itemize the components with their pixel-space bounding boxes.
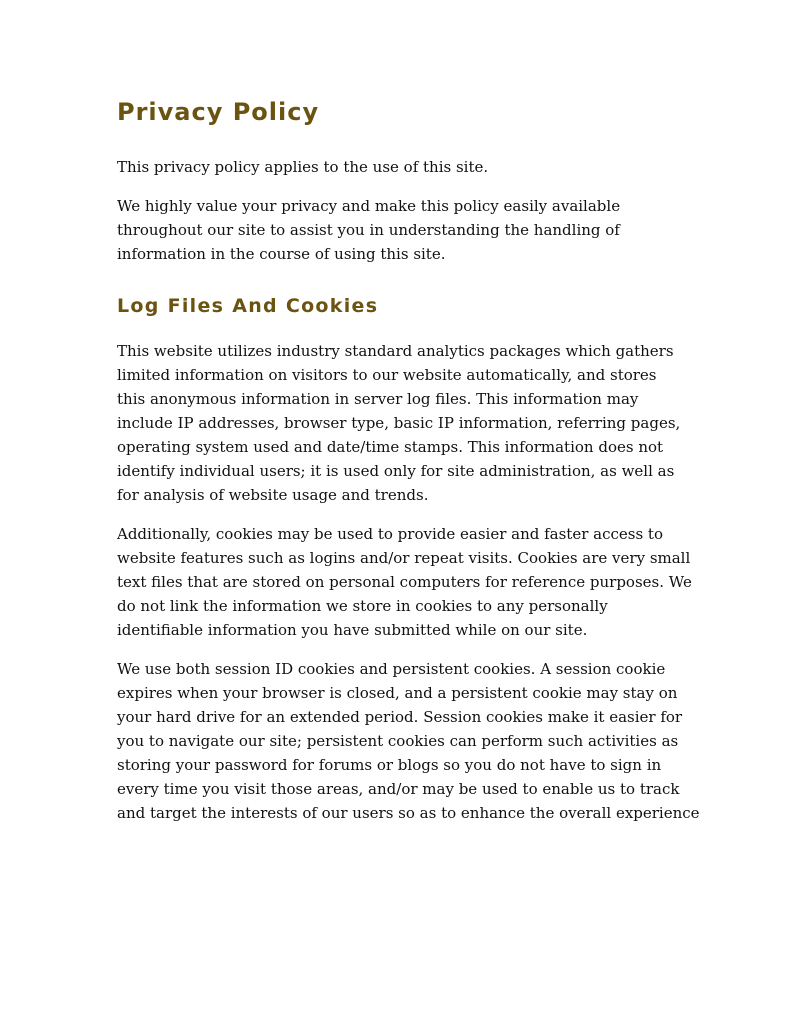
text-line: throughout our site to assist you in understanding the handling of [117, 221, 620, 239]
section-heading: Log Files And Cookies [117, 295, 379, 317]
text-line: We use both session ID cookies and persistent cookies. A session cookie [117, 660, 666, 678]
intro-paragraph [117, 155, 677, 179]
text-line: identify individual users; it is used only for site administration, as well as [117, 462, 675, 480]
text-line: this anonymous information in server log files. This information may [117, 390, 639, 408]
text-line: you to navigate our site; persistent cookies can perform such activities as [117, 732, 679, 750]
section-paragraph [117, 657, 700, 825]
text-line: This privacy policy applies to the use of this site. [117, 158, 489, 176]
text-line: your hard drive for an extended period. Session cookies make it easier for [117, 708, 683, 726]
text-line: operating system used and date/time stamps. This information does not [117, 438, 664, 456]
text-line: information in the course of using this site. [117, 245, 446, 263]
document-page [117, 96, 700, 840]
text-line: limited information on visitors to our website automatically, and stores [117, 366, 657, 384]
text-line: for analysis of website usage and trends. [117, 486, 429, 504]
text-line: This website utilizes industry standard analytics packages which gathers [117, 342, 674, 360]
text-line: do not link the information we store in cookies to any personally [117, 597, 608, 615]
text-line: every time you visit those areas, and/or may be used to enable us to track [117, 780, 680, 798]
text-line: Additionally, cookies may be used to provide easier and faster access to [117, 525, 663, 543]
text-line: expires when your browser is closed, and a persistent cookie may stay on [117, 684, 678, 702]
text-line: include IP addresses, browser type, basic IP information, referring pages, [117, 414, 681, 432]
intro-paragraph [117, 194, 677, 266]
text-line: website features such as logins and/or repeat visits. Cookies are very small [117, 549, 691, 567]
section-paragraph [117, 522, 692, 642]
section-paragraph [117, 339, 681, 507]
page-title: Privacy Policy [117, 98, 320, 126]
text-line: identifiable information you have submitted while on our site. [117, 621, 588, 639]
text-line: text files that are stored on personal computers for reference purposes. We [117, 573, 692, 591]
text-line: and target the interests of our users so as to enhance the overall experience [117, 804, 700, 822]
text-line: storing your password for forums or blogs so you do not have to sign in [117, 756, 662, 774]
text-line: We highly value your privacy and make this policy easily available [117, 197, 621, 215]
